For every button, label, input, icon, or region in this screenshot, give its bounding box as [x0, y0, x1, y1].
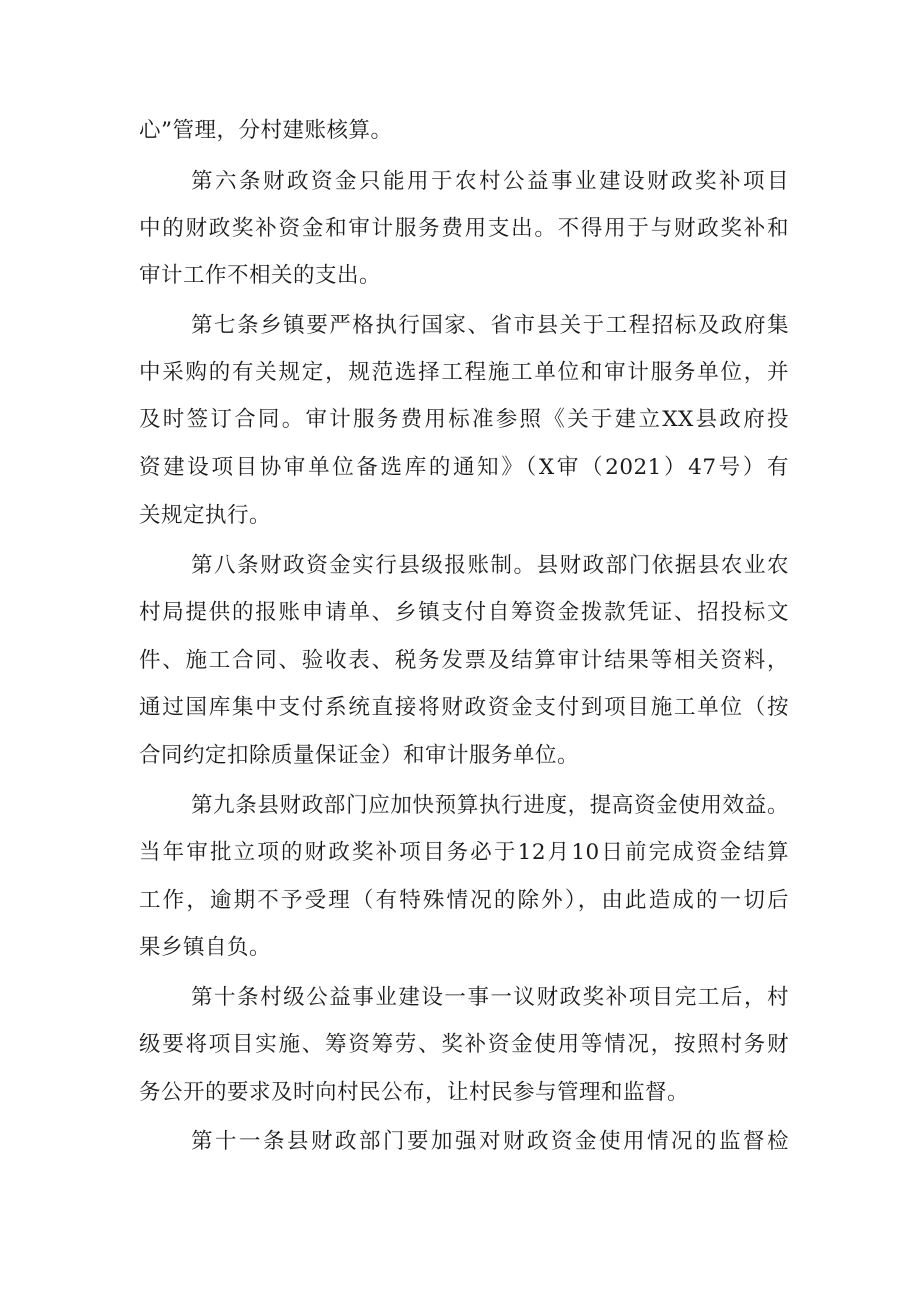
- text-line: 合同约定扣除质量保证金）和审计服务单位。: [139, 743, 580, 768]
- text-line: 工作，逾期不予受理（有特殊情况的除外），由此造成的一切后: [139, 888, 789, 913]
- article-9-heading-line: 第九条县财政部门应加快预算执行进度，提高资金使用效益。: [191, 793, 789, 818]
- article-8-heading-line: 第八条财政资金实行县级报账制。县财政部门依据县农业农: [191, 553, 789, 578]
- text-line: 审计工作不相关的支出。: [139, 263, 382, 288]
- text-line: 关规定执行。: [139, 503, 272, 528]
- text-line: 及时签订合同。审计服务费用标准参照《关于建立XX县政府投: [139, 407, 789, 432]
- text-line: 中的财政奖补资金和审计服务费用支出。不得用于与财政奖补和: [139, 216, 789, 241]
- text-line: 中采购的有关规定，规范选择工程施工单位和审计服务单位，并: [139, 360, 789, 385]
- article-6-heading-line: 第六条财政资金只能用于农村公益事业建设财政奖补项目: [191, 169, 789, 194]
- text-line: 当年审批立项的财政奖补项目务必于12月10日前完成资金结算: [139, 840, 789, 865]
- text-line: 务公开的要求及时向村民公布，让村民参与管理和监督。: [139, 1080, 690, 1105]
- text-line: 村局提供的报账申请单、乡镇支付自筹资金拨款凭证、招投标文: [139, 600, 789, 625]
- text-line: 通过国库集中支付系统直接将财政资金支付到项目施工单位（按: [139, 695, 789, 720]
- article-10-heading-line: 第十条村级公益事业建设一事一议财政奖补项目完工后，村: [191, 985, 789, 1010]
- text-line: 资建设项目协审单位备选库的通知》（X审（2021）47号）有: [139, 455, 789, 480]
- article-7-heading-line: 第七条乡镇要严格执行国家、省市县关于工程招标及政府集: [191, 313, 789, 338]
- text-line: 件、施工合同、验收表、税务发票及结算审计结果等相关资料，: [139, 648, 789, 673]
- text-line: 心”管理，分村建账核算。: [139, 118, 393, 143]
- text-line: 果乡镇自负。: [139, 935, 272, 960]
- text-line: 级要将项目实施、筹资筹劳、奖补资金使用等情况，按照村务财: [139, 1032, 789, 1057]
- article-11-heading-line: 第十一条县财政部门要加强对财政资金使用情况的监督检: [191, 1129, 789, 1154]
